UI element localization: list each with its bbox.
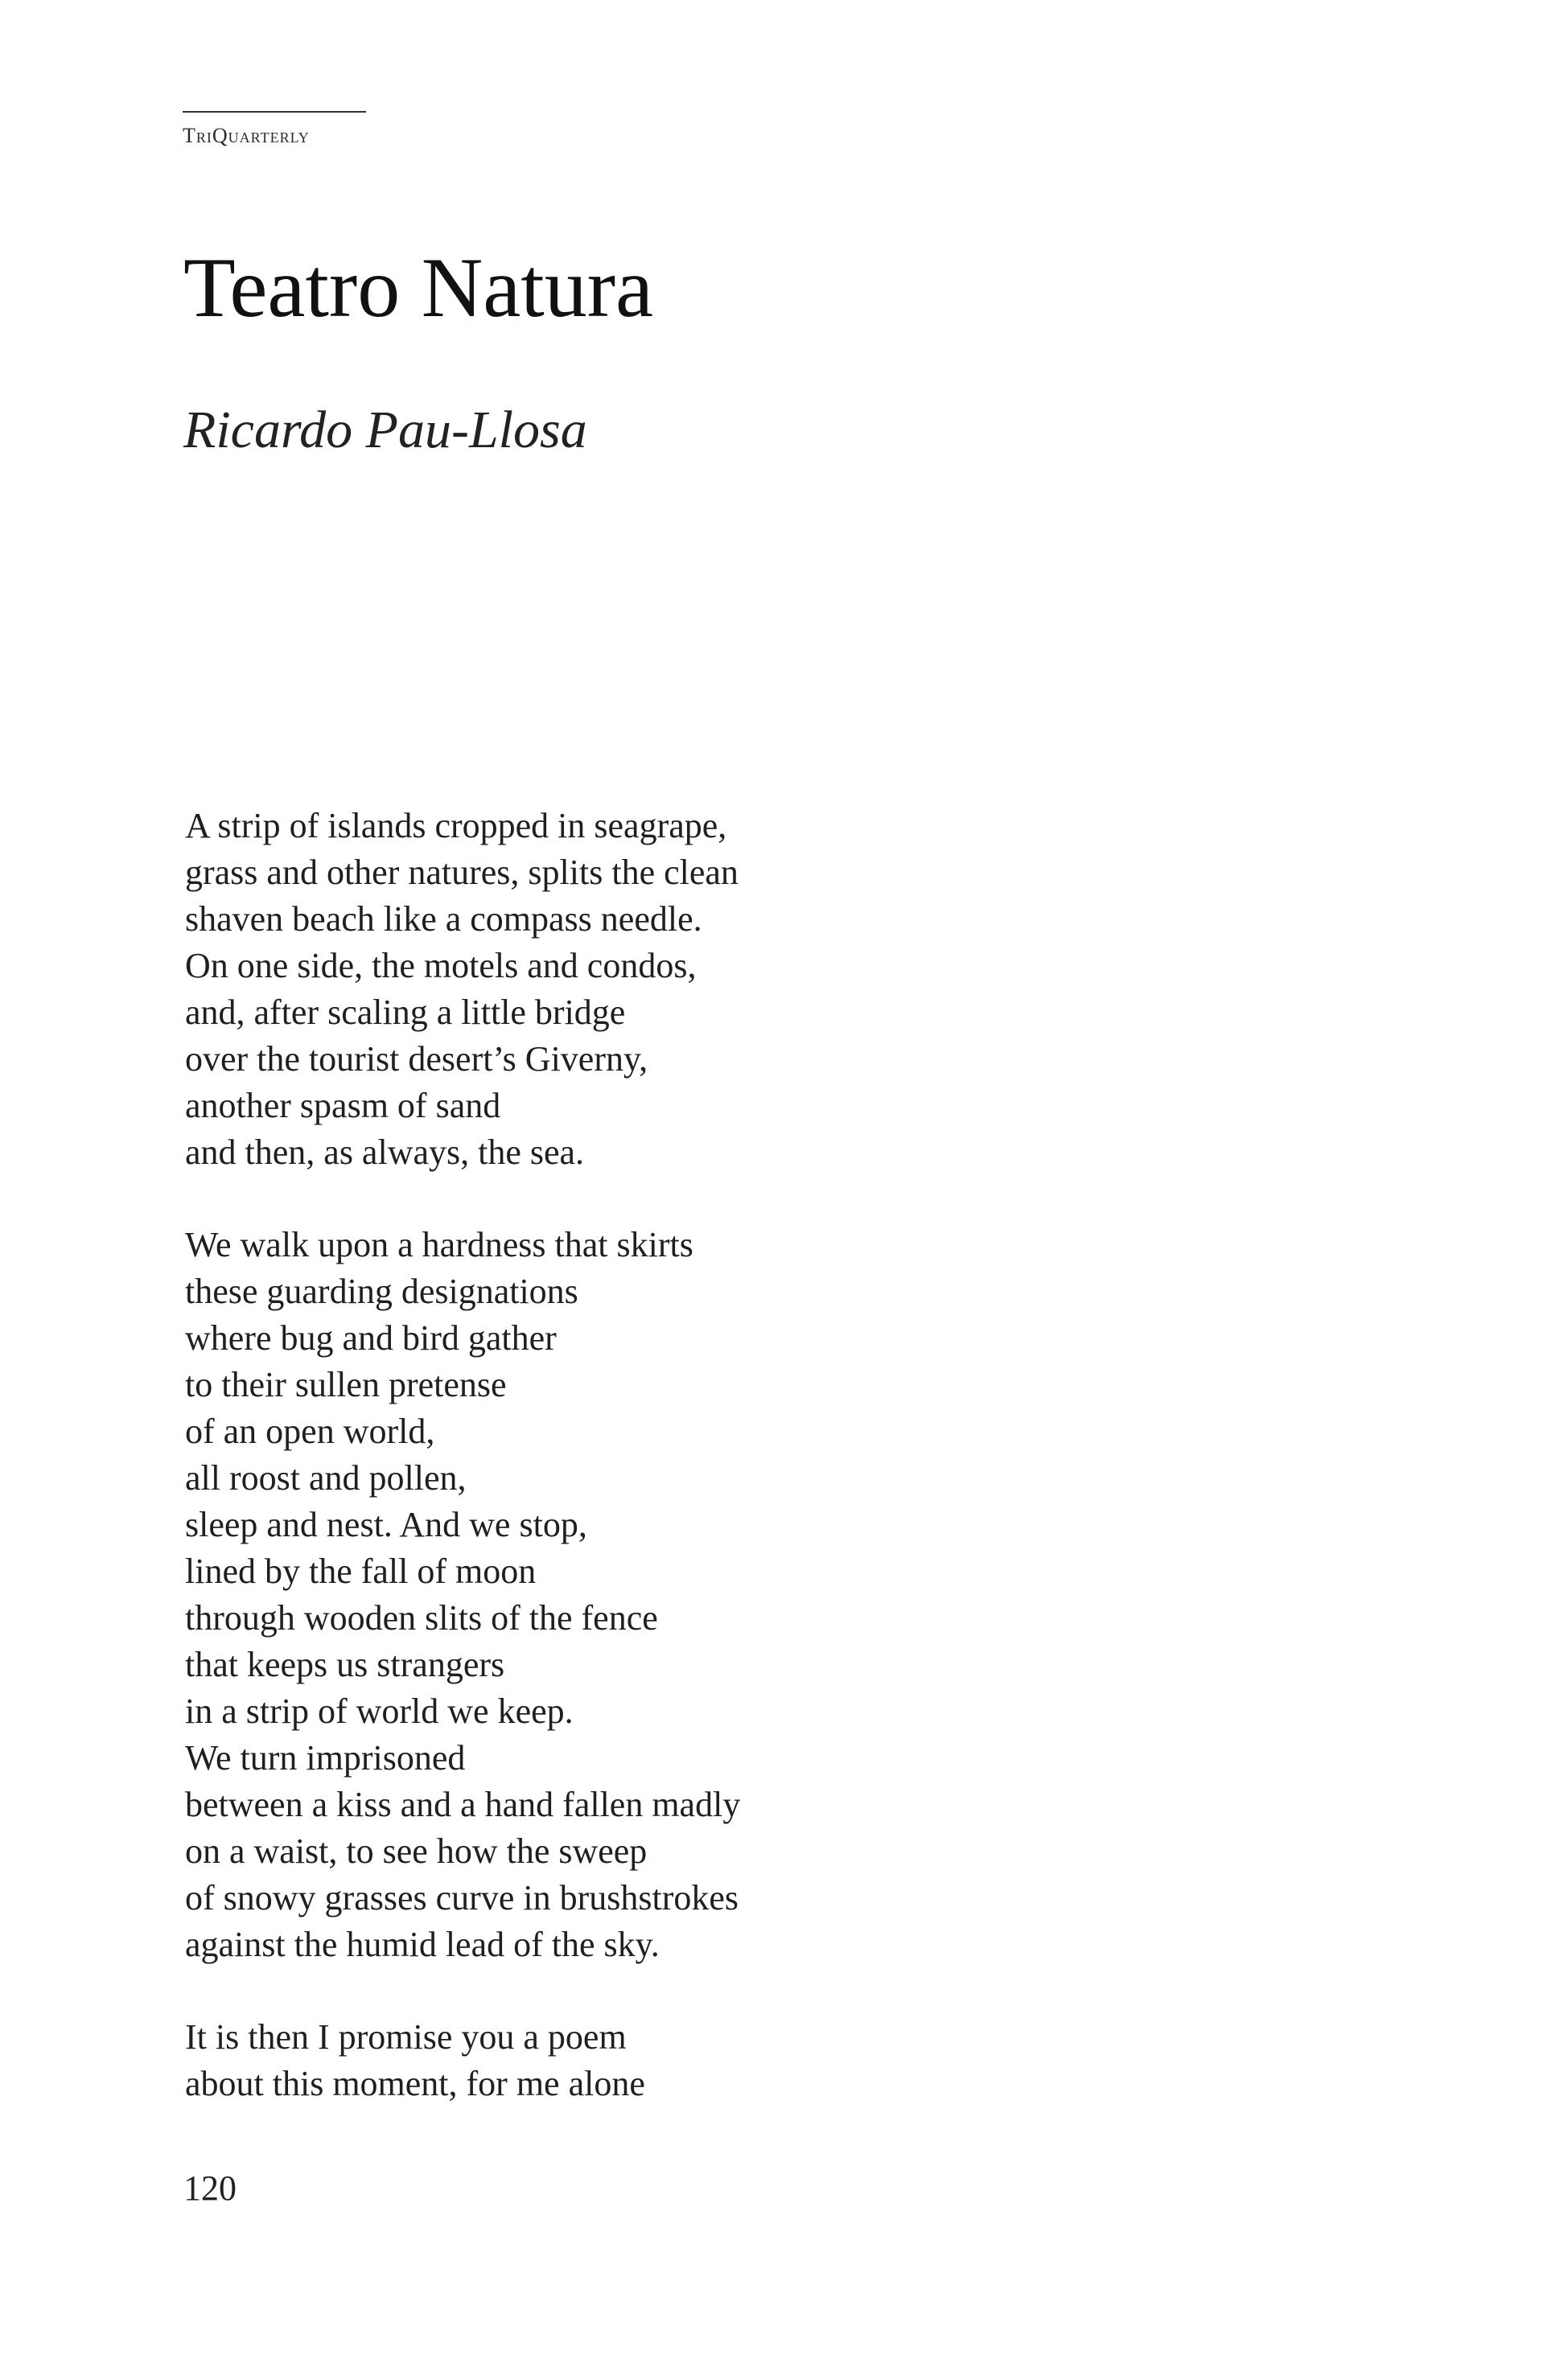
poem-line: We turn imprisoned bbox=[185, 1738, 466, 1778]
poem-line: against the humid lead of the sky. bbox=[185, 1925, 660, 1964]
journal-name: TriQuarterly bbox=[183, 124, 310, 147]
poem-line: another spasm of sand bbox=[185, 1086, 501, 1125]
poem-line: between a kiss and a hand fallen madly bbox=[185, 1785, 741, 1824]
poem-line: and, after scaling a little bridge bbox=[185, 993, 626, 1032]
poem-line: It is then I promise you a poem bbox=[185, 2017, 627, 2057]
poem-line: that keeps us strangers bbox=[185, 1645, 505, 1684]
poem-line: We walk upon a hardness that skirts bbox=[185, 1225, 693, 1264]
running-head-rule bbox=[183, 111, 366, 113]
page-number: 120 bbox=[183, 2168, 237, 2208]
poem-line: A strip of islands cropped in seagrape, bbox=[185, 806, 727, 845]
poem-line: sleep and nest. And we stop, bbox=[185, 1505, 587, 1544]
poem-line: about this moment, for me alone bbox=[185, 2064, 645, 2103]
poem-author: Ricardo Pau-Llosa bbox=[183, 401, 587, 459]
poem-line: shaven beach like a compass needle. bbox=[185, 899, 702, 939]
poem-line: on a waist, to see how the sweep bbox=[185, 1831, 648, 1871]
poem-line: all roost and pollen, bbox=[185, 1458, 467, 1498]
stanza-1 bbox=[185, 803, 1392, 1176]
poem-body bbox=[185, 803, 1392, 2153]
poem-line: grass and other natures, splits the clean bbox=[185, 853, 739, 892]
poem-line: through wooden slits of the fence bbox=[185, 1598, 658, 1638]
poem-line: in a strip of world we keep. bbox=[185, 1691, 574, 1731]
poem-line: and then, as always, the sea. bbox=[185, 1132, 585, 1172]
poem-line: to their sullen pretense bbox=[185, 1365, 507, 1404]
poem-line: where bug and bird gather bbox=[185, 1318, 557, 1358]
poem-line: of snowy grasses curve in brushstrokes bbox=[185, 1878, 739, 1918]
stanza-3 bbox=[185, 2014, 1392, 2107]
poem-title: Teatro Natura bbox=[183, 240, 654, 335]
stanza-2 bbox=[185, 1222, 1392, 1968]
running-head bbox=[183, 111, 368, 148]
poem-line: over the tourist desert’s Giverny, bbox=[185, 1039, 648, 1079]
poem-line: of an open world, bbox=[185, 1412, 435, 1451]
poem-line: lined by the fall of moon bbox=[185, 1552, 537, 1591]
poem-line: On one side, the motels and condos, bbox=[185, 946, 697, 985]
poem-line: these guarding designations bbox=[185, 1272, 578, 1311]
